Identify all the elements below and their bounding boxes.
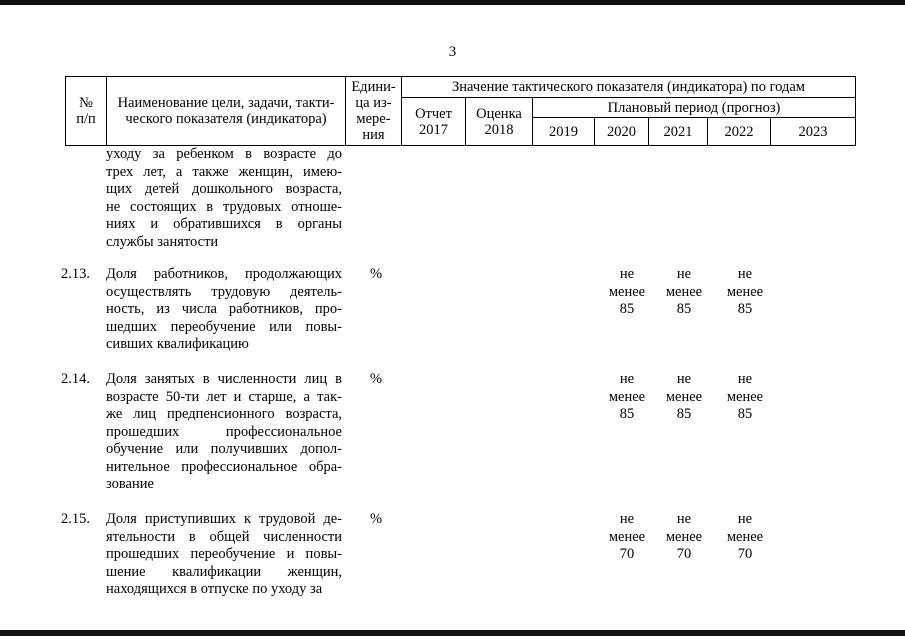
- value-line: менее: [726, 528, 764, 545]
- value-line: 70: [619, 546, 635, 562]
- value-line: 85: [737, 406, 753, 422]
- value-line: не: [737, 511, 753, 527]
- text-line: шедших переобучение или повы-: [106, 318, 342, 335]
- text-line: шение квалификации женщин,: [106, 563, 342, 580]
- value-line: не: [676, 511, 692, 527]
- value-line: менее: [608, 283, 646, 300]
- header-unit-line: ния: [362, 127, 385, 143]
- text-line: ятельности в общей численности: [106, 528, 342, 545]
- header-unit-line: мере-: [356, 111, 391, 127]
- indicator-name: [106, 511, 342, 599]
- value-line: 70: [676, 546, 692, 562]
- text-line: Доля приступивших к трудовой де-: [106, 511, 342, 527]
- value-2022: [715, 511, 775, 564]
- value-line: 85: [737, 301, 753, 317]
- header-number-line: п/п: [76, 111, 96, 127]
- header-plan-title: Плановый период (прогноз): [533, 98, 856, 118]
- value-line: менее: [608, 388, 646, 405]
- header-name-line: Наименование цели, задачи, такти-: [117, 95, 335, 111]
- value-line: 85: [619, 301, 635, 317]
- value-2022: [715, 266, 775, 319]
- text-line: зование: [106, 476, 154, 492]
- text-line: сивших квалификацию: [106, 336, 249, 352]
- text-line: осуществлять трудовую деятель-: [106, 283, 342, 300]
- value-line: 70: [737, 546, 753, 562]
- header-number-line: №: [79, 95, 93, 111]
- row-number: 2.14.: [61, 371, 90, 387]
- value-2020: [597, 511, 657, 564]
- value-2020: [597, 371, 657, 424]
- header-estimate-year: 2018: [484, 121, 514, 138]
- value-line: не: [619, 511, 635, 527]
- header-report-year: 2017: [419, 121, 448, 138]
- value-2021: [654, 371, 714, 424]
- header-year-2019: 2019: [533, 118, 595, 146]
- text-line: же лиц предпенсионного возраста,: [106, 406, 342, 422]
- value-line: 85: [676, 406, 692, 422]
- text-line: не состоящих в трудовых отноше-: [106, 198, 342, 215]
- text-line: возрасте 50-ти лет и старше, а так-: [106, 388, 342, 405]
- value-line: не: [619, 266, 635, 282]
- value-2021: [654, 266, 714, 319]
- value-line: менее: [726, 283, 764, 300]
- header-year-2022: 2022: [708, 118, 771, 146]
- header-year-2020: 2020: [595, 118, 649, 146]
- value-line: не: [619, 371, 635, 387]
- value-2022: [715, 371, 775, 424]
- value-line: не: [737, 371, 753, 387]
- header-values-title: Значение тактического показателя (индикатора) по годам: [402, 77, 856, 98]
- text-line: ность, из числа работников, про-: [106, 301, 342, 317]
- value-line: не: [676, 266, 692, 282]
- unit-value: %: [370, 266, 383, 282]
- row-number: 2.15.: [61, 511, 90, 527]
- text-line: прошедших переобучение и повы-: [106, 546, 342, 562]
- header-estimate-label: Оценка: [476, 105, 522, 122]
- value-line: менее: [665, 528, 703, 545]
- text-line: трех лет, а также женщин, имею-: [106, 163, 342, 180]
- value-line: менее: [665, 283, 703, 300]
- header-year-2021: 2021: [649, 118, 708, 146]
- header-report-label: Отчет: [415, 105, 452, 122]
- value-line: не: [676, 371, 692, 387]
- text-line: уходу за ребенком в возрасте до: [106, 146, 342, 162]
- text-line: нительное профессиональное обра-: [106, 458, 342, 475]
- text-line: щих детей дошкольного возраста,: [106, 181, 342, 197]
- value-2020: [597, 266, 657, 319]
- indicator-name: [106, 266, 342, 354]
- header-year-2023: 2023: [771, 118, 856, 146]
- value-line: менее: [665, 388, 703, 405]
- row-number: 2.13.: [61, 266, 90, 282]
- header-name-line: ческого показателя (индикатора): [125, 111, 327, 127]
- unit-value: %: [370, 371, 383, 387]
- text-line: находящихся в отпуске по уходу за: [106, 581, 323, 597]
- header-unit-line: ца из-: [355, 95, 392, 111]
- bottom-border-line: [0, 630, 905, 636]
- unit-value: %: [370, 511, 383, 527]
- value-2021: [654, 511, 714, 564]
- continued-row-text: [106, 146, 342, 251]
- text-line: Доля работников, продолжающих: [106, 266, 342, 282]
- text-line: прошедших профессиональное: [106, 423, 342, 440]
- text-line: ниях и обратившихся в органы: [106, 216, 342, 232]
- text-line: службы занятости: [106, 233, 219, 250]
- page-number: 3: [448, 44, 457, 60]
- value-line: менее: [726, 388, 764, 405]
- text-line: Доля занятых в численности лиц в: [106, 371, 342, 387]
- indicator-name: [106, 371, 342, 494]
- value-line: 85: [619, 406, 635, 422]
- value-line: 85: [676, 301, 692, 317]
- value-line: не: [737, 266, 753, 282]
- text-line: обучение или получивших допол-: [106, 441, 342, 457]
- value-line: менее: [608, 528, 646, 545]
- header-unit-line: Едини-: [351, 79, 396, 95]
